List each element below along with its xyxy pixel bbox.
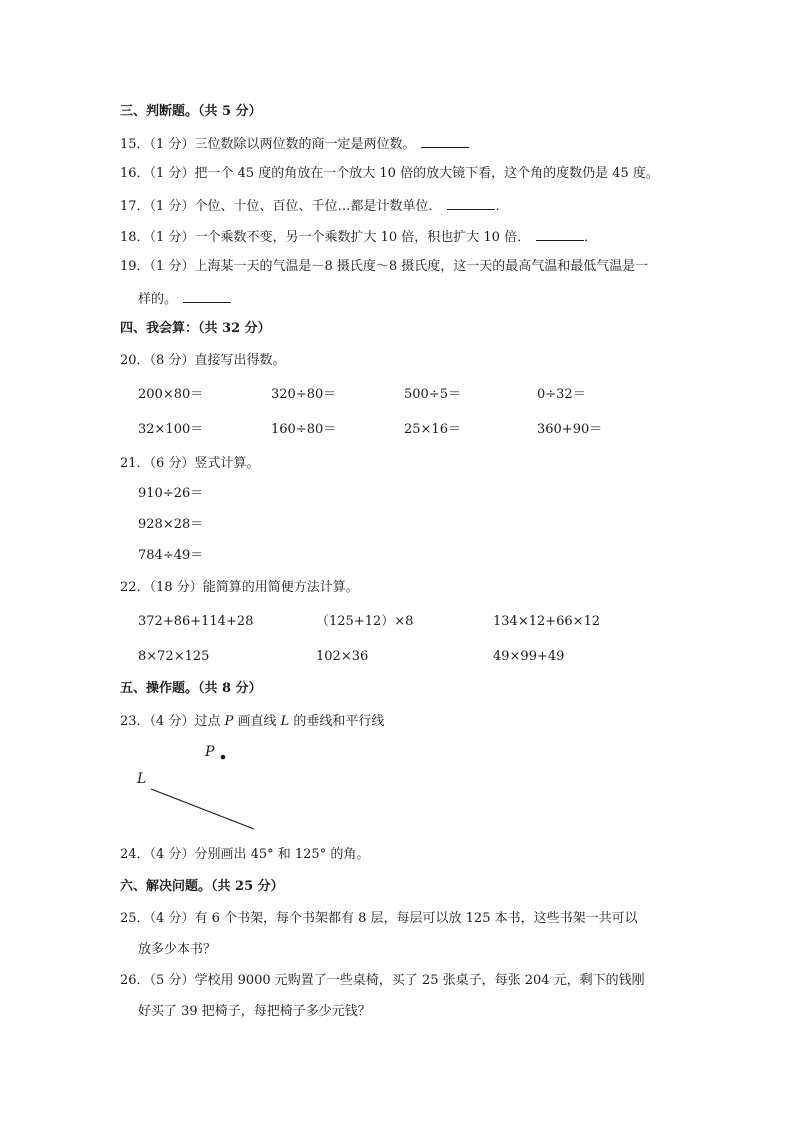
point-p-label: P (205, 744, 215, 760)
question-score: （5 分） (149, 973, 195, 988)
question-21 (120, 456, 259, 472)
question-text: 一个乘数不变，另一个乘数扩大 10 倍，积也扩大 10 倍． (194, 230, 531, 245)
question-number: 22． (120, 580, 150, 595)
question-22 (120, 580, 359, 596)
question-text: 上海某一天的气温是－8 摄氏度～8 摄氏度，这一天的最高气温和最低气温是一 (194, 259, 649, 274)
calc-item: 200×80＝ (138, 387, 204, 402)
answer-blank[interactable] (421, 135, 469, 148)
question-text: 个位、十位、百位、千位…都是计数单位． (194, 199, 442, 214)
question-number: 20． (120, 353, 150, 368)
question-25-cont: 放多少本书？ (138, 942, 217, 957)
question-text: 有 6 个书架，每个书架都有 8 层，每层可以放 125 本书，这些书架一共可以 (194, 911, 638, 926)
question-text: 能简算的用简便方法计算。 (202, 580, 359, 595)
question-19 (120, 259, 648, 275)
question-text: 样的。 (138, 292, 178, 307)
calc-item: 0÷32＝ (537, 387, 586, 402)
question-end: ． (584, 230, 598, 245)
question-16 (120, 166, 659, 182)
question-number: 25． (120, 911, 150, 926)
calc-item: （125+12）×8 (316, 614, 414, 629)
line-l-label: L (137, 771, 147, 787)
question-number: 17． (120, 199, 150, 214)
section-4-title: 四、我会算：（共 32 分） (120, 321, 271, 336)
calc-item: 372+86+114+28 (138, 614, 254, 629)
question-score: （18 分） (149, 580, 203, 595)
question-number: 18． (120, 230, 150, 245)
calc-item: 8×72×125 (138, 649, 210, 664)
section-5-title: 五、操作题。（共 8 分） (120, 681, 262, 696)
question-number: 26． (120, 973, 150, 988)
question-23 (120, 714, 384, 730)
question-text: 学校用 9000 元购置了一些桌椅，买了 25 张桌子，每张 204 元，剩下的钱刚 (194, 973, 645, 988)
question-number: 21． (120, 456, 150, 471)
line-l-ref: L (280, 714, 290, 729)
question-score: （8 分） (149, 353, 195, 368)
question-number: 16． (120, 166, 150, 181)
calc-item: 102×36 (316, 649, 369, 664)
calc-item: 134×12+66×12 (493, 614, 601, 629)
calc-item: 910÷26＝ (138, 486, 204, 501)
question-text: 过点 (194, 714, 225, 729)
question-19-cont (138, 290, 231, 308)
calc-item: 500÷5＝ (404, 387, 461, 402)
question-text: 三位数除以两位数的商一定是两位数。 (194, 137, 416, 152)
question-25 (120, 911, 638, 927)
question-text: 分别画出 45° 和 125° 的角。 (194, 847, 370, 862)
line-l (148, 784, 258, 834)
question-text: 的垂线和平行线 (289, 714, 385, 729)
question-24 (120, 847, 369, 863)
point-p-ref: P (224, 714, 234, 729)
question-number: 19． (120, 259, 150, 274)
question-score: （1 分） (149, 230, 195, 245)
question-18 (120, 228, 597, 246)
question-end: ． (495, 199, 509, 214)
question-number: 23． (120, 714, 150, 729)
question-number: 15． (120, 137, 150, 152)
question-text: 画直线 (233, 714, 281, 729)
question-score: （4 分） (149, 714, 195, 729)
question-score: （4 分） (149, 847, 195, 862)
question-26 (120, 973, 645, 989)
question-score: （6 分） (149, 456, 195, 471)
calc-item: 32×100＝ (138, 422, 204, 437)
section-3-title: 三、判断题。（共 5 分） (120, 104, 262, 119)
calc-item: 320÷80＝ (271, 387, 337, 402)
question-score: （1 分） (149, 166, 195, 181)
question-text: 竖式计算。 (194, 456, 260, 471)
calc-item: 360+90＝ (537, 422, 603, 437)
question-26-cont: 好买了 39 把椅子，每把椅子多少元钱？ (138, 1004, 371, 1019)
question-score: （4 分） (149, 911, 195, 926)
calc-item: 160÷80＝ (271, 422, 337, 437)
answer-blank[interactable] (183, 290, 231, 303)
calc-item: 25×16＝ (404, 422, 461, 437)
calc-item: 784÷49＝ (138, 548, 204, 563)
answer-blank[interactable] (447, 197, 495, 210)
question-20 (120, 353, 285, 369)
question-number: 24． (120, 847, 150, 862)
question-score: （1 分） (149, 199, 195, 214)
answer-blank[interactable] (536, 228, 584, 241)
calc-item: 49×99+49 (493, 649, 565, 664)
question-score: （1 分） (149, 259, 195, 274)
point-p-dot (218, 752, 228, 762)
calc-item: 928×28＝ (138, 517, 204, 532)
question-text: 直接写出得数。 (194, 353, 286, 368)
question-17 (120, 197, 508, 215)
question-15 (120, 135, 469, 153)
section-6-title: 六、解决问题。（共 25 分） (120, 879, 284, 894)
question-text: 把一个 45 度的角放在一个放大 10 倍的放大镜下看，这个角的度数仍是 45 度。 (194, 166, 659, 181)
question-score: （1 分） (149, 137, 195, 152)
